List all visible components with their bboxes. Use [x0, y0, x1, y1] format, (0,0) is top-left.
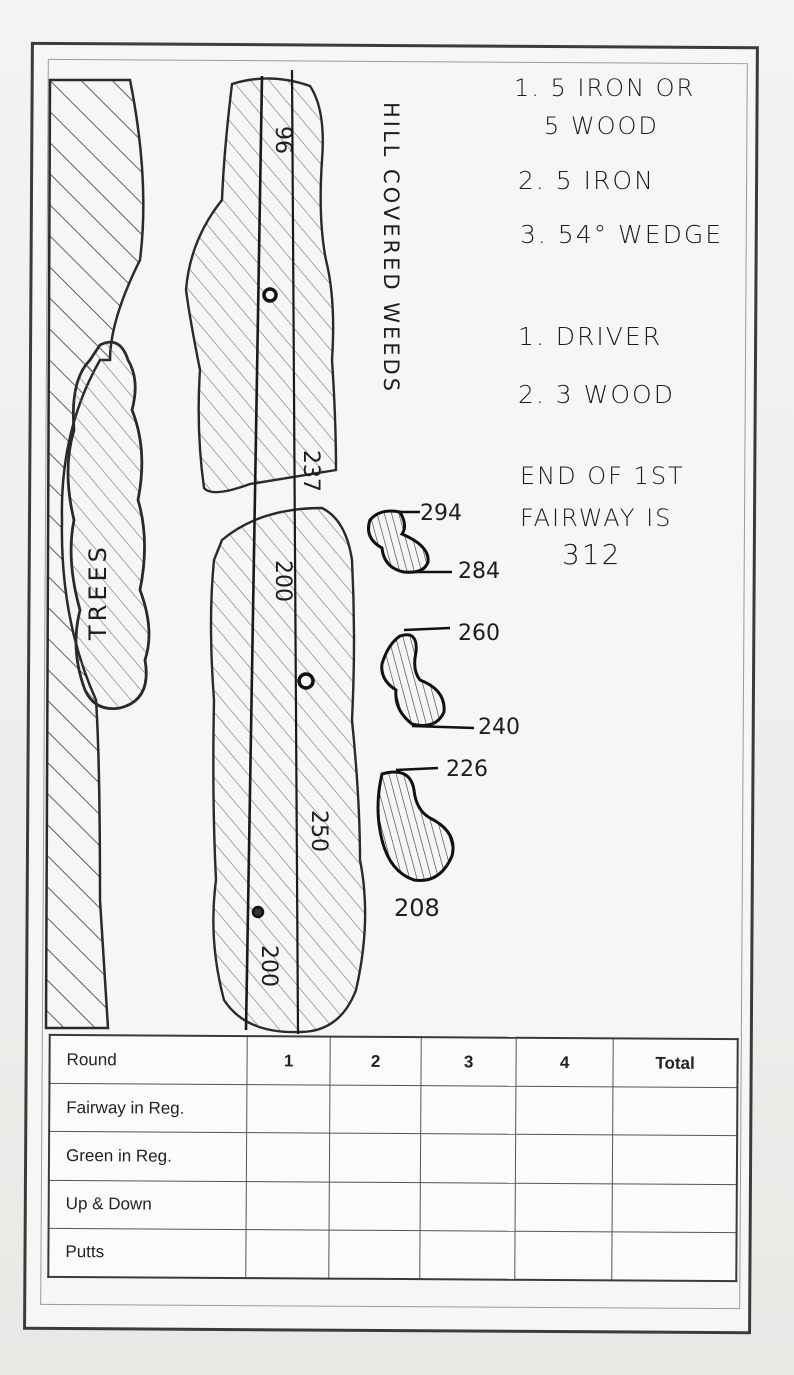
note-line: 2. 5 IRON: [518, 166, 655, 195]
yardage-label: 284: [458, 559, 500, 584]
column-header: 3: [421, 1037, 516, 1086]
yardage-label: 240: [478, 715, 520, 740]
score-cell[interactable]: [330, 1085, 421, 1134]
yardage-label: 208: [394, 894, 440, 922]
total-cell[interactable]: [612, 1135, 737, 1184]
yardage-label: 250: [306, 810, 331, 852]
row-label: Fairway in Reg.: [49, 1084, 247, 1133]
score-cell[interactable]: [329, 1182, 420, 1231]
column-header: 4: [516, 1038, 613, 1087]
trees-label: TREES: [84, 543, 112, 640]
bunker-2: [382, 635, 444, 726]
table-row: [48, 1228, 736, 1281]
yardage-label: 294: [420, 501, 462, 526]
score-cell[interactable]: [421, 1086, 516, 1135]
column-header: 2: [330, 1037, 421, 1086]
note-line: 1. 5 IRON OR: [514, 74, 696, 102]
score-cell[interactable]: [420, 1230, 515, 1279]
marker-dot: [299, 674, 313, 688]
score-cell[interactable]: [246, 1229, 329, 1278]
score-cell[interactable]: [420, 1134, 515, 1183]
total-cell[interactable]: [612, 1183, 737, 1232]
row-label: Up & Down: [49, 1180, 247, 1229]
table-row: [49, 1132, 737, 1184]
bunker-marker-line: [404, 628, 450, 630]
bunker-3: [378, 772, 453, 881]
note-line: 3. 54° WEDGE: [520, 220, 723, 249]
yardage-label: 260: [458, 621, 500, 646]
note-line: 2. 3 WOOD: [518, 380, 675, 409]
table-row: [49, 1180, 737, 1232]
column-header: 1: [247, 1036, 330, 1085]
score-cell[interactable]: [246, 1133, 329, 1182]
note-line: 5 WOOD: [544, 112, 659, 140]
total-cell[interactable]: [613, 1087, 738, 1136]
score-cell[interactable]: [516, 1086, 613, 1135]
score-cell[interactable]: [329, 1134, 420, 1183]
note-line: 1. DRIVER: [518, 322, 663, 351]
bunker-marker-line: [396, 768, 438, 770]
row-label: Putts: [48, 1228, 246, 1278]
bunker-marker-line: [412, 726, 474, 728]
yardage-label: 237: [298, 450, 323, 492]
note-line: 312: [562, 538, 622, 571]
hill-label: HILL COVERED WEEDS: [379, 102, 403, 395]
score-cell[interactable]: [329, 1230, 420, 1279]
marker-dot: [253, 907, 263, 917]
yardage-label: 200: [256, 945, 281, 987]
yardage-label: 226: [446, 757, 488, 782]
score-cell[interactable]: [247, 1085, 330, 1134]
score-cell[interactable]: [515, 1183, 612, 1232]
table-header-row: [49, 1035, 737, 1088]
score-cell[interactable]: [420, 1182, 515, 1231]
row-label: Green in Reg.: [49, 1132, 247, 1181]
note-line: END OF 1ST: [520, 462, 685, 490]
total-cell[interactable]: [612, 1232, 737, 1281]
column-header: Round: [49, 1035, 247, 1085]
yardage-label: 200: [270, 560, 295, 602]
score-cell[interactable]: [515, 1231, 612, 1280]
marker-dot: [264, 289, 276, 301]
note-line: FAIRWAY IS: [520, 504, 673, 532]
score-cell[interactable]: [246, 1181, 329, 1230]
yardage-label: 96: [270, 126, 295, 154]
table-row: [49, 1084, 737, 1136]
score-table: [47, 1034, 738, 1282]
score-cell[interactable]: [515, 1135, 612, 1184]
trees-cluster: [68, 342, 149, 708]
column-header: Total: [613, 1038, 738, 1087]
